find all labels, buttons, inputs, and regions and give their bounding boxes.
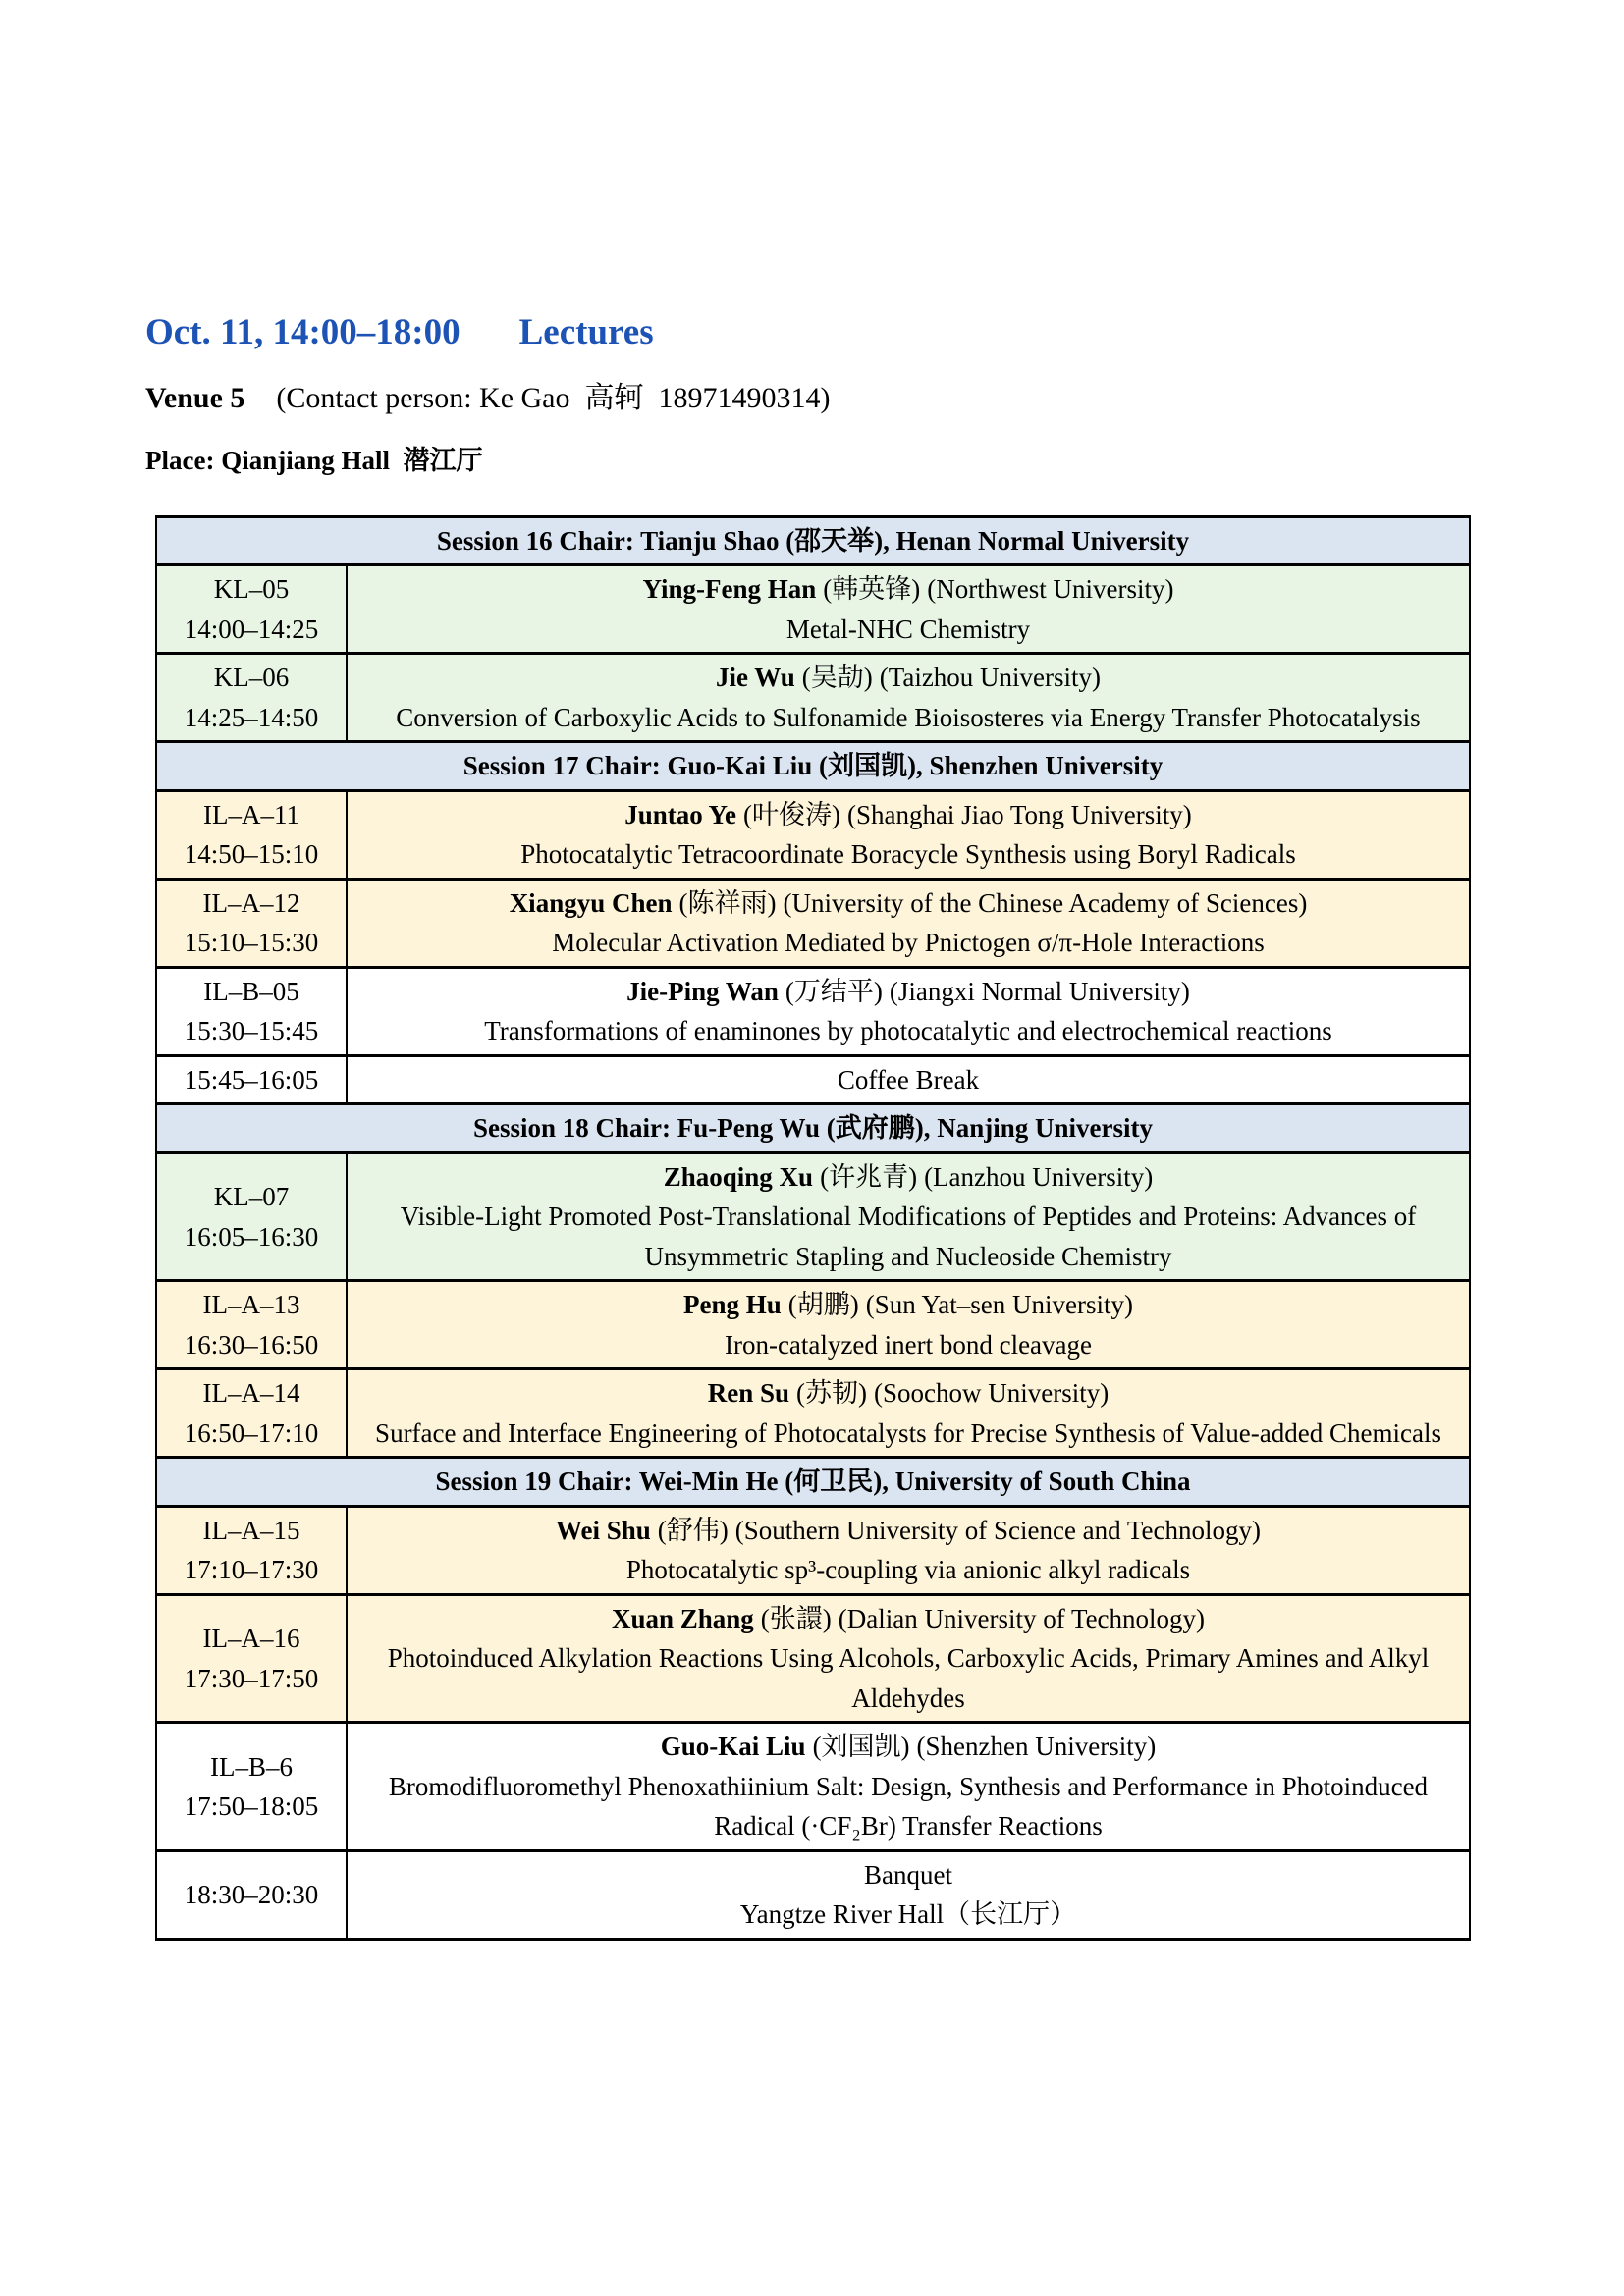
speaker-name-cn: (苏韧) [796, 1378, 868, 1409]
talk-code: IL–A–16 [202, 1624, 300, 1654]
speaker-line [352, 1157, 1465, 1198]
talk-code-time-cell [156, 1369, 347, 1458]
speaker-name: Juntao Ye [624, 799, 736, 829]
speaker-line [352, 1727, 1465, 1767]
talk-details-cell [347, 565, 1470, 654]
speaker-name: Zhaoqing Xu [663, 1161, 814, 1192]
table-row [156, 879, 1470, 967]
talk-details-cell [347, 1152, 1470, 1281]
session-header: Session 16 Chair: Tianju Shao (邵天举), Henan Normal University [156, 516, 1470, 565]
page-title [145, 312, 1477, 354]
table-row [156, 1594, 1470, 1723]
speaker-line [352, 972, 1465, 1012]
table-row [156, 1850, 1470, 1939]
speaker-name: Jie Wu [715, 663, 795, 693]
table-row [156, 1055, 1470, 1104]
talk-details-cell [347, 879, 1470, 967]
talk-code: IL–A–14 [202, 1378, 300, 1409]
speaker-affiliation: (Sun Yat–sen University) [865, 1290, 1133, 1320]
talk-code-time-cell [156, 654, 347, 742]
speaker-line [352, 658, 1465, 698]
session-header-row [156, 516, 1470, 565]
session-header-row [156, 1458, 1470, 1507]
speaker-name-cn: (刘国凯) [812, 1732, 910, 1762]
talk-code: IL–A–11 [203, 799, 299, 829]
event-line: Coffee Break [837, 1064, 980, 1095]
talk-title: Photocatalytic sp³-coupling via anionic alkyl radicals [625, 1555, 1191, 1585]
talk-code-time-cell [156, 967, 347, 1055]
page-title-type: Lectures [518, 312, 654, 352]
talk-title: Visible-Light Promoted Post-Translational Modifications of Peptides and Proteins: Advances of Unsymmetric Stapling and Nucleoside Chemistry [400, 1201, 1417, 1271]
place-line: Place: Qianjiang Hall 潜江厅 [145, 445, 483, 475]
time-cell: 18:30–20:30 [156, 1850, 347, 1939]
talk-time: 14:00–14:25 [184, 614, 319, 644]
session-header: Session 17 Chair: Guo-Kai Liu (刘国凯), Shenzhen University [156, 742, 1470, 791]
table-row [156, 1281, 1470, 1369]
time-cell: 15:45–16:05 [156, 1055, 347, 1104]
venue-contact: (Contact person: Ke Gao 高轲 18971490314) [276, 381, 831, 414]
talk-time: 16:50–17:10 [184, 1417, 319, 1448]
talk-code: IL–A–12 [202, 887, 300, 918]
speaker-name-cn: (叶俊涛) [742, 799, 840, 829]
table-row [156, 790, 1470, 879]
speaker-line [352, 569, 1465, 610]
talk-code-time-cell [156, 1723, 347, 1851]
session-header-row [156, 1104, 1470, 1153]
speaker-affiliation: (University of the Chinese Academy of Sciences) [783, 887, 1308, 918]
talk-code-time-cell [156, 879, 347, 967]
talk-code-time-cell [156, 1152, 347, 1281]
talk-time: 17:50–18:05 [184, 1791, 319, 1822]
event-cell [347, 1055, 1470, 1104]
speaker-affiliation: (Shenzhen University) [916, 1732, 1157, 1762]
talk-code: IL–A–15 [202, 1515, 300, 1545]
talk-title: Iron-catalyzed inert bond cleavage [724, 1329, 1093, 1360]
talk-code: KL–07 [213, 1182, 290, 1212]
talk-code-time-cell [156, 1281, 347, 1369]
event-line: Yangtze River Hall（长江厅） [739, 1899, 1077, 1930]
speaker-name-cn: (张譞) [760, 1603, 832, 1633]
speaker-affiliation: (Northwest University) [927, 574, 1174, 605]
page-title-date: Oct. 11, 14:00–18:00 [145, 312, 460, 352]
table-row [156, 654, 1470, 742]
talk-title: Photocatalytic Tetracoordinate Boracycle Synthesis using Boryl Radicals [520, 839, 1296, 870]
session-header: Session 18 Chair: Fu-Peng Wu (武府鹏), Nanjing University [156, 1104, 1470, 1153]
talk-code: IL–B–6 [210, 1751, 293, 1782]
table-row [156, 1369, 1470, 1458]
talk-details-cell [347, 1506, 1470, 1594]
talk-title: Bromodifluoromethyl Phenoxathiinium Salt: Design, Synthesis and Performance in Photoinduced Radical (·CF₂Br) Transfer Reactions [388, 1771, 1429, 1842]
speaker-name: Xuan Zhang [611, 1603, 754, 1633]
speaker-affiliation: (Shanghai Jiao Tong University) [846, 799, 1192, 829]
speaker-name: Guo-Kai Liu [660, 1732, 806, 1762]
speaker-line [352, 1599, 1465, 1639]
speaker-line [352, 795, 1465, 835]
talk-title: Molecular Activation Mediated by Pnictogen σ/π-Hole Interactions [552, 928, 1265, 958]
speaker-name-cn: (舒伟) [657, 1515, 729, 1545]
speaker-name: Peng Hu [682, 1290, 782, 1320]
talk-details-cell [347, 1369, 1470, 1458]
table-row [156, 1152, 1470, 1281]
talk-details-cell [347, 1594, 1470, 1723]
talk-code: IL–B–05 [203, 976, 299, 1006]
table-row [156, 967, 1470, 1055]
talk-time: 15:30–15:45 [184, 1016, 319, 1046]
talk-details-cell [347, 790, 1470, 879]
talk-title: Surface and Interface Engineering of Photocatalysts for Precise Synthesis of Value-added Chemicals [375, 1417, 1441, 1448]
talk-title: Photoinduced Alkylation Reactions Using Alcohols, Carboxylic Acids, Primary Amines and Alkyl Aldehydes [387, 1643, 1430, 1713]
talk-details-cell [347, 967, 1470, 1055]
table-row [156, 1723, 1470, 1851]
talk-time: 17:30–17:50 [184, 1663, 319, 1693]
speaker-line [352, 1511, 1465, 1551]
talk-time: 14:25–14:50 [184, 702, 319, 732]
talk-time: 14:50–15:10 [184, 839, 319, 870]
talk-details-cell [347, 654, 1470, 742]
speaker-name: Wei Shu [555, 1515, 651, 1545]
speaker-affiliation: (Taizhou University) [879, 663, 1102, 693]
speaker-name-cn: (韩英锋) [823, 574, 921, 605]
talk-code-time-cell [156, 1594, 347, 1723]
talk-code: KL–05 [213, 574, 290, 605]
speaker-name: Ying-Feng Han [642, 574, 817, 605]
speaker-affiliation: (Southern University of Science and Technology) [734, 1515, 1261, 1545]
talk-time: 16:05–16:30 [184, 1221, 319, 1252]
speaker-name: Jie-Ping Wan [626, 976, 779, 1006]
talk-details-cell [347, 1723, 1470, 1851]
speaker-affiliation: (Dalian University of Technology) [838, 1603, 1206, 1633]
table-row [156, 1506, 1470, 1594]
talk-code: IL–A–13 [202, 1290, 300, 1320]
session-header-row [156, 742, 1470, 791]
talk-time: 16:30–16:50 [184, 1329, 319, 1360]
venue-label: Venue 5 [145, 381, 245, 414]
talk-details-cell [347, 1281, 1470, 1369]
speaker-affiliation: (Soochow University) [874, 1378, 1110, 1409]
talk-code-time-cell [156, 565, 347, 654]
talk-title: Transformations of enaminones by photocatalytic and electrochemical reactions [484, 1016, 1332, 1046]
talk-title: Metal-NHC Chemistry [785, 614, 1031, 644]
venue-line [145, 381, 1477, 416]
talk-code-time-cell [156, 790, 347, 879]
event-line: Banquet [864, 1859, 952, 1890]
event-cell [347, 1850, 1470, 1939]
speaker-name: Xiangyu Chen [509, 887, 673, 918]
speaker-affiliation: (Lanzhou University) [924, 1161, 1154, 1192]
speaker-line [352, 883, 1465, 924]
speaker-name-cn: (胡鹏) [787, 1290, 859, 1320]
speaker-name-cn: (吴劼) [801, 663, 873, 693]
session-header: Session 19 Chair: Wei-Min He (何卫民), University of South China [156, 1458, 1470, 1507]
talk-code: KL–06 [213, 663, 290, 693]
talk-code-time-cell [156, 1506, 347, 1594]
speaker-name: Ren Su [707, 1378, 790, 1409]
speaker-name-cn: (陈祥雨) [678, 887, 777, 918]
speaker-line [352, 1373, 1465, 1414]
talk-time: 17:10–17:30 [184, 1555, 319, 1585]
table-row [156, 565, 1470, 654]
schedule-table [155, 515, 1471, 1941]
speaker-line [352, 1285, 1465, 1325]
speaker-name-cn: (许兆青) [820, 1161, 918, 1192]
speaker-name-cn: (万结平) [785, 976, 883, 1006]
talk-time: 15:10–15:30 [184, 928, 319, 958]
speaker-affiliation: (Jiangxi Normal University) [889, 976, 1190, 1006]
talk-title: Conversion of Carboxylic Acids to Sulfonamide Bioisosteres via Energy Transfer Photocatalysis [396, 702, 1421, 732]
